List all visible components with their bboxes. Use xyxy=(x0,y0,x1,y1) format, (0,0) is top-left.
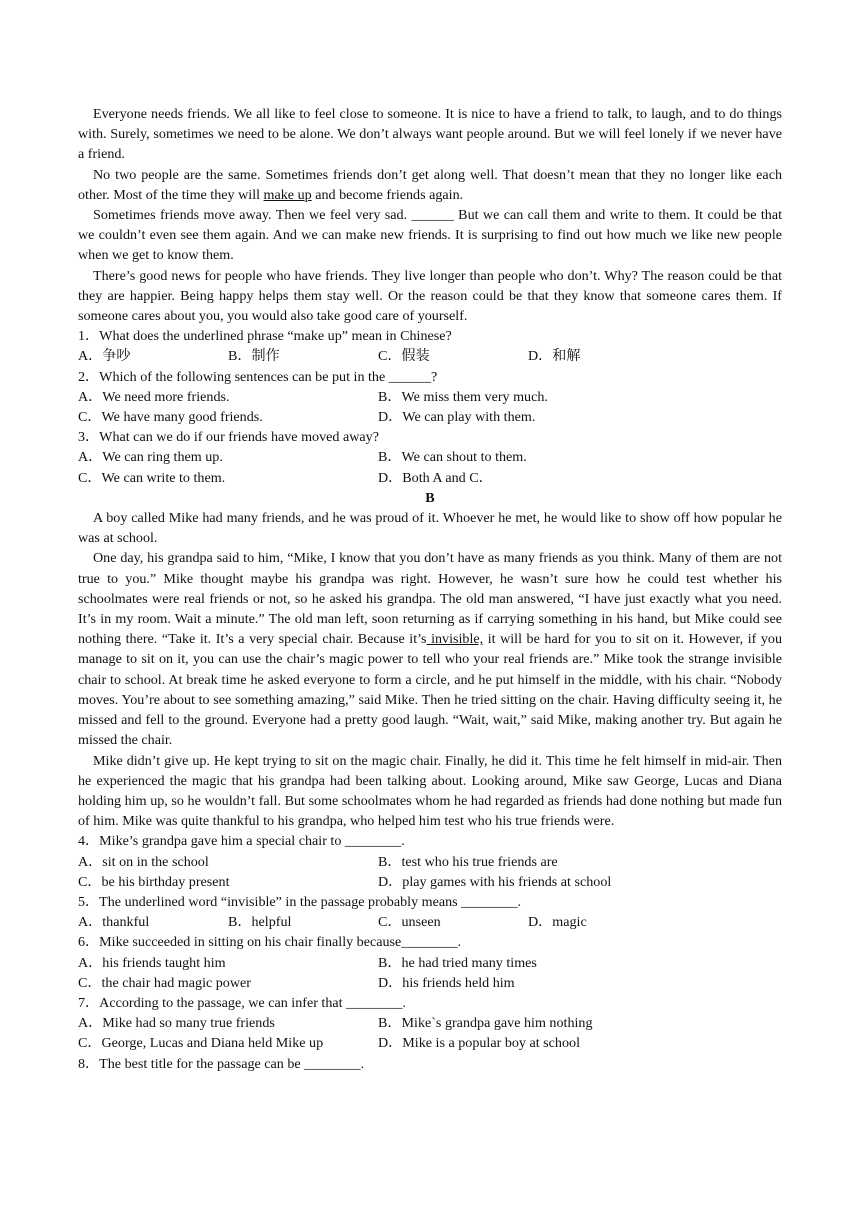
question-4-options-row-1 xyxy=(78,852,782,872)
option: D．We can play with them. xyxy=(378,409,536,426)
question-3-options-row-2 xyxy=(78,468,782,488)
option: B．We can shout to them. xyxy=(378,449,527,466)
option: D．his friends held him xyxy=(378,974,515,991)
option: A．We need more friends. xyxy=(78,388,230,405)
passage-a-paragraph-3: Sometimes friends move away. Then we feel very sad. ______ But we can call them and write to them. It could be that we couldn’t even see them again. And we can make new friends. It is surprising to find out how much we like new people when we get to know them. xyxy=(78,207,782,264)
option: C．George, Lucas and Diana held Mike up xyxy=(78,1035,324,1052)
option: A．Mike had so many true friends xyxy=(78,1015,275,1032)
option: D．Mike is a popular boy at school xyxy=(378,1035,580,1052)
question-6-options-row-1 xyxy=(78,953,782,973)
underlined-phrase: make up xyxy=(263,186,312,203)
question-8: 8．The best title for the passage can be ________. xyxy=(78,1055,365,1072)
question-2-options-row-2 xyxy=(78,407,782,427)
option: A．sit on in the school xyxy=(78,853,209,870)
option: D．play games with his friends at school xyxy=(378,873,612,890)
option: A．We can ring them up. xyxy=(78,449,223,466)
passage-b-paragraph-2: One day, his grandpa said to him, “Mike, I know that you don’t have as many friends as you think. Many of them are not true to you.” Mike thought maybe his grandpa was right. However, he wasn’t sure how he could test whether his schoolmates were real friends or not, so he asked his grandpa. The old man answered, “I have just exactly what you need. It’s in my room. Wait a minute.” The old man left, soon returning as if carrying something in his hand, but Mike could see nothing there. “Take it. It’s a very special chair. Because it’s invisible, it will be hard for you to sit on it. However, if you manage to sit on it, you can use the chair’s magic power to tell who your real friends are.” Mike took the strange invisible chair to school. At break time he asked everyone to form a circle, and he put himself in the middle, with his chair. “Nobody moves. You’re about to see something amazing,” said Mike. Then he tried sitting on the chair. Having difficulty seeing it, he missed and fell to the ground. Everyone had a pretty good laugh. “Wait, wait,” said Mike, making another try. But again he missed the chair. xyxy=(78,550,782,749)
question-7-options-row-2 xyxy=(78,1033,782,1053)
option: D．和解 xyxy=(528,348,581,365)
option: A．his friends taught him xyxy=(78,954,226,971)
passage-a-paragraph-2: No two people are the same. Sometimes friends don’t get along well. That doesn’t mean that they no longer like each other. Most of the time they will make up and become friends again. xyxy=(78,166,782,203)
question-7-options-row-1 xyxy=(78,1013,782,1033)
question-2: 2．Which of the following sentences can be put in the ______? xyxy=(78,368,438,385)
option: C．the chair had magic power xyxy=(78,974,251,991)
option: C．We have many good friends. xyxy=(78,409,263,426)
question-7: 7．According to the passage, we can infer that ________. xyxy=(78,994,406,1011)
option: A．thankful xyxy=(78,914,150,931)
option: C．unseen xyxy=(378,914,441,931)
question-6: 6．Mike succeeded in sitting on his chair finally because________. xyxy=(78,934,462,951)
question-5-options xyxy=(78,912,782,932)
question-3-options-row-1 xyxy=(78,447,782,467)
question-1-options xyxy=(78,346,782,366)
question-4: 4．Mike’s grandpa gave him a special chair to ________. xyxy=(78,833,405,850)
option: B．制作 xyxy=(228,348,280,365)
passage-b-paragraph-1: A boy called Mike had many friends, and he was proud of it. Whoever he met, he would like to show off how popular he was at school. xyxy=(78,510,782,547)
question-6-options-row-2 xyxy=(78,973,782,993)
option: C．We can write to them. xyxy=(78,469,226,486)
question-1: 1．What does the underlined phrase “make up” mean in Chinese? xyxy=(78,328,452,345)
passage-a-paragraph-4: There’s good news for people who have friends. They live longer than people who don’t. Why? The reason could be that they are happier. Being happy helps them stay well. Or the reason could be that they know that someone cares them. If someone cares about you, you would also take good care of yourself. xyxy=(78,267,782,325)
option: B．We miss them very much. xyxy=(378,388,548,405)
passage-b-paragraph-3: Mike didn’t give up. He kept trying to sit on the magic chair. Finally, he did it. This time he felt himself in mid-air. Then he experienced the magic that his grandpa had been talking about. Looking around, Mike saw George, Lucas and Diana holding him up, so he wouldn’t fall. But some schoolmates whom he had regarded as friends had done nothing but made fun of him. Mike was quite thankful to his grandpa, who helped him test who his true friends were. xyxy=(78,752,782,830)
question-3: 3．What can we do if our friends have moved away? xyxy=(78,429,379,446)
section-heading-b: B xyxy=(425,489,435,506)
underlined-word: invisible, xyxy=(426,631,484,648)
option: B．helpful xyxy=(228,914,292,931)
question-2-options-row-1 xyxy=(78,387,782,407)
option: D．Both A and C． xyxy=(378,469,493,486)
option: A．争吵 xyxy=(78,348,131,365)
option: B．he had tried many times xyxy=(378,954,537,971)
question-4-options-row-2 xyxy=(78,872,782,892)
question-5: 5．The underlined word “invisible” in the passage probably means ________. xyxy=(78,893,522,910)
option: D．magic xyxy=(528,914,587,931)
option: B．test who his true friends are xyxy=(378,853,558,870)
option: C．be his birthday present xyxy=(78,873,230,890)
option: B．Mike`s grandpa gave him nothing xyxy=(378,1015,593,1032)
passage-a-paragraph-1: Everyone needs friends. We all like to feel close to someone. It is nice to have a friend to talk, to laugh, and to do things with. Surely, sometimes we need to be alone. We don’t always want people around. But we will feel lonely if we never have a friend. xyxy=(78,106,782,163)
option: C．假装 xyxy=(378,348,430,365)
